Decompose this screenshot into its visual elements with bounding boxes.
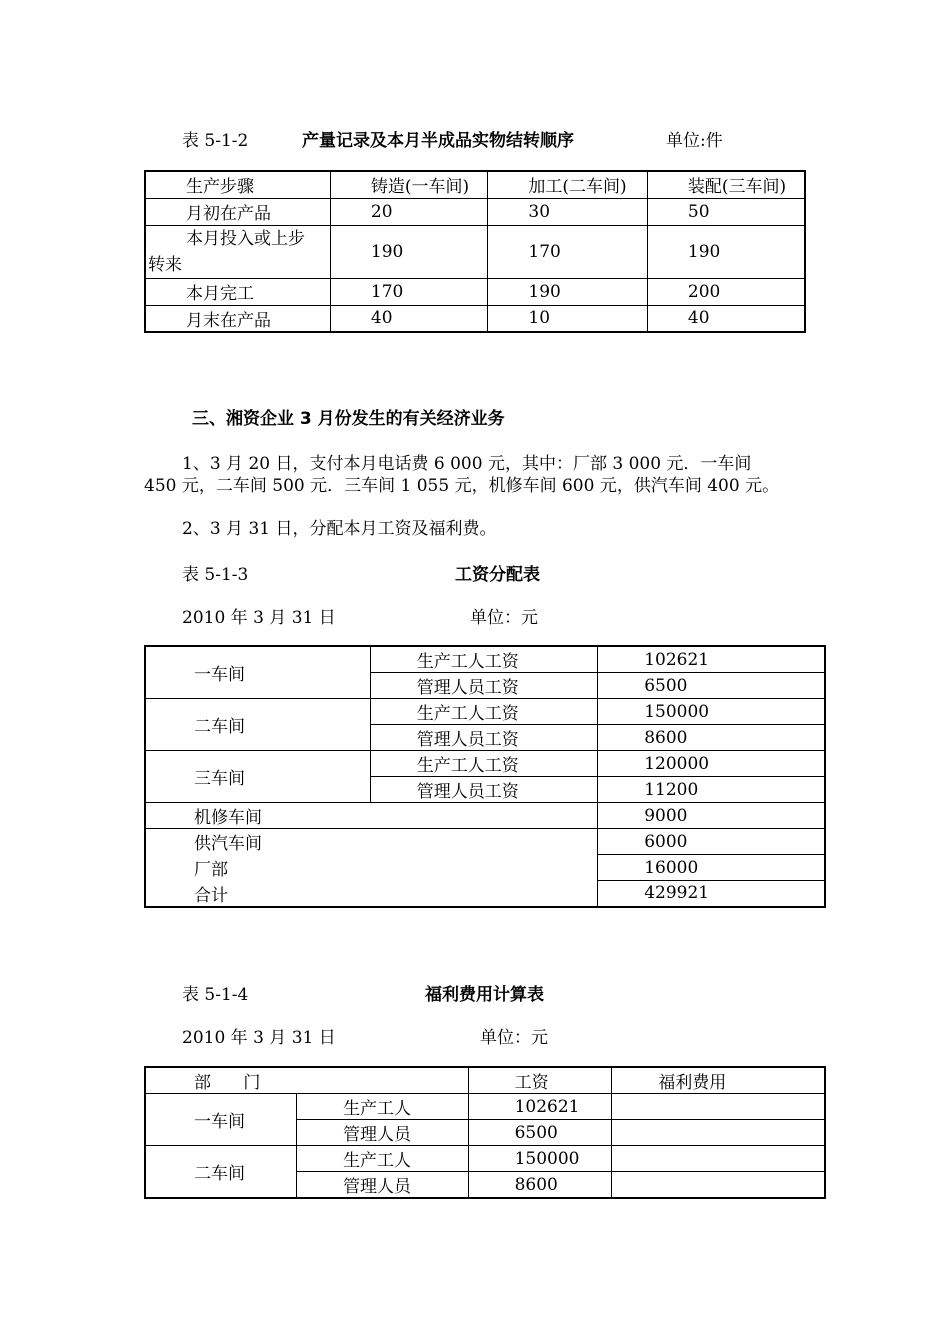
row-label: 月末在产品 (145, 305, 330, 332)
wage-allocation-table (144, 645, 826, 908)
table-row (145, 803, 825, 829)
cell-value: 170 (488, 225, 648, 278)
welfare-cell (612, 1146, 825, 1172)
table-row (145, 225, 805, 278)
row-label-line2: 转来 (148, 254, 182, 275)
table-row (145, 699, 825, 725)
item-cell: 管理人员工资 (370, 777, 598, 803)
table-5-1-4-date: 2010 年 3 月 31 日 (182, 1028, 336, 1048)
table-row (145, 646, 825, 673)
item-cell: 管理人员工资 (370, 673, 598, 699)
table-5-1-2-unit: 单位:件 (666, 131, 723, 151)
item-cell: 生产工人 (297, 1094, 469, 1120)
item-2: 2、3 月 31 日，分配本月工资及福利费。 (182, 519, 497, 539)
row-label (145, 225, 330, 278)
dept-cell: 二车间 (145, 1146, 297, 1199)
table-5-1-3-label: 表 5-1-3 (182, 565, 249, 585)
row-label-line1: 本月投入或上步 (186, 228, 305, 249)
cell-value: 40 (647, 305, 805, 332)
table-row (145, 305, 805, 332)
table-header-row (145, 1067, 825, 1094)
welfare-calculation-table (144, 1066, 826, 1199)
item-cell: 生产工人工资 (370, 751, 598, 777)
cell-value: 20 (330, 198, 488, 225)
welfare-cell (612, 1120, 825, 1146)
header-cell: 工资 (468, 1067, 612, 1094)
table-row (145, 855, 825, 881)
row-label: 本月完工 (145, 278, 330, 305)
item-1-line-2: 450 元，二车间 500 元．三车间 1 055 元，机修车间 600 元，供汽车间 400 元。 (144, 476, 780, 496)
header-cell: 加工(二车间) (488, 171, 648, 198)
item-cell: 管理人员 (297, 1172, 469, 1199)
cell-value: 50 (647, 198, 805, 225)
item-cell: 生产工人 (297, 1146, 469, 1172)
cell-value: 190 (647, 225, 805, 278)
amount-cell: 429921 (598, 881, 825, 907)
table-5-1-4-title: 福利费用计算表 (425, 985, 544, 1005)
amount-cell: 6500 (598, 673, 825, 699)
cell-value: 190 (330, 225, 488, 278)
table-row (145, 1146, 825, 1172)
table-5-1-2-label: 表 5-1-2 (182, 131, 249, 151)
amount-cell: 102621 (468, 1094, 612, 1120)
table-row (145, 829, 825, 855)
production-record-table (144, 170, 806, 333)
amount-cell: 9000 (598, 803, 825, 829)
item-cell: 管理人员 (297, 1120, 469, 1146)
dept-cell: 厂部 (145, 855, 598, 881)
amount-cell: 8600 (468, 1172, 612, 1199)
dept-cell: 三车间 (145, 751, 370, 803)
item-cell: 生产工人工资 (370, 646, 598, 673)
header-cell: 福利费用 (612, 1067, 825, 1094)
table-5-1-3-unit: 单位：元 (470, 608, 538, 628)
header-cell: 装配(三车间) (647, 171, 805, 198)
table-header-row (145, 171, 805, 198)
cell-value: 190 (488, 278, 648, 305)
cell-value: 200 (647, 278, 805, 305)
amount-cell: 120000 (598, 751, 825, 777)
amount-cell: 6000 (598, 829, 825, 855)
table-row (145, 278, 805, 305)
item-cell: 管理人员工资 (370, 725, 598, 751)
table-5-1-4-unit: 单位：元 (480, 1028, 548, 1048)
header-cell: 部 门 (145, 1067, 468, 1094)
cell-value: 30 (488, 198, 648, 225)
dept-cell: 机修车间 (145, 803, 598, 829)
cell-value: 40 (330, 305, 488, 332)
dept-cell: 合计 (145, 881, 598, 907)
amount-cell: 11200 (598, 777, 825, 803)
cell-value: 170 (330, 278, 488, 305)
cell-value: 10 (488, 305, 648, 332)
table-row (145, 881, 825, 907)
amount-cell: 150000 (468, 1146, 612, 1172)
amount-cell: 16000 (598, 855, 825, 881)
welfare-cell (612, 1172, 825, 1199)
amount-cell: 6500 (468, 1120, 612, 1146)
item-cell: 生产工人工资 (370, 699, 598, 725)
row-label: 月初在产品 (145, 198, 330, 225)
dept-cell: 一车间 (145, 646, 370, 699)
table-5-1-3-title: 工资分配表 (455, 565, 540, 585)
header-cell: 铸造(一车间) (330, 171, 488, 198)
table-5-1-4-label: 表 5-1-4 (182, 985, 249, 1005)
amount-cell: 8600 (598, 725, 825, 751)
dept-cell: 二车间 (145, 699, 370, 751)
table-row (145, 198, 805, 225)
item-1-line-1: 1、3 月 20 日，支付本月电话费 6 000 元，其中：厂部 3 000 元．一车间 (182, 454, 752, 474)
dept-cell: 一车间 (145, 1094, 297, 1146)
table-5-1-2-title: 产量记录及本月半成品实物结转顺序 (302, 131, 574, 151)
amount-cell: 102621 (598, 646, 825, 673)
table-5-1-3-date: 2010 年 3 月 31 日 (182, 608, 336, 628)
amount-cell: 150000 (598, 699, 825, 725)
header-cell: 生产步骤 (145, 171, 330, 198)
section-heading: 三、湘资企业 3 月份发生的有关经济业务 (192, 409, 505, 429)
dept-cell: 供汽车间 (145, 829, 598, 855)
welfare-cell (612, 1094, 825, 1120)
table-row (145, 751, 825, 777)
table-row (145, 1094, 825, 1120)
